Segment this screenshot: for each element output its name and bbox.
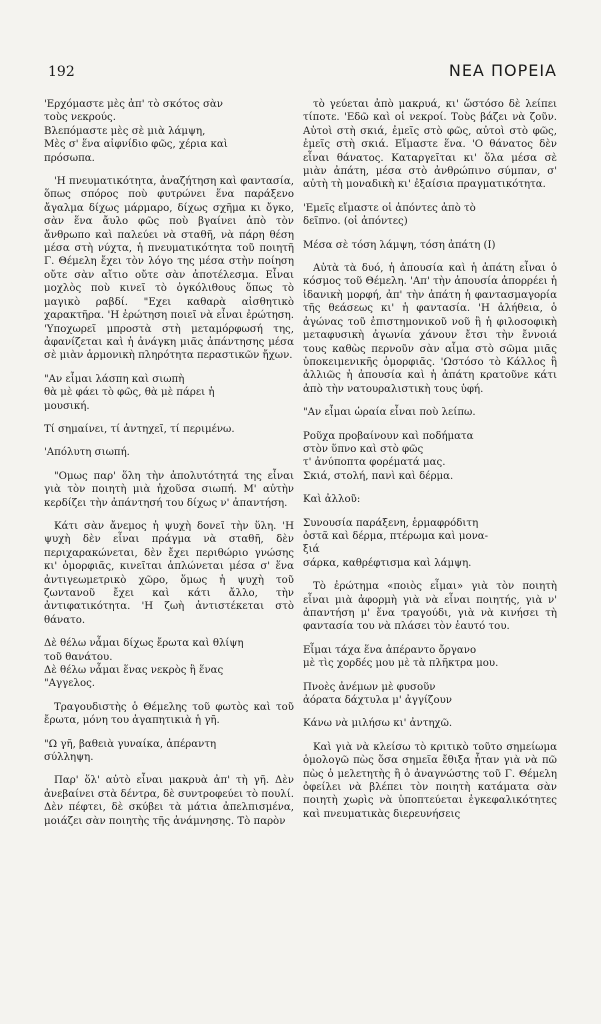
verse-block: Κάνω νὰ μιλήσω κι' ἀντηχῶ. [303, 718, 453, 730]
prose-paragraph: Καὶ γιὰ νὰ κλείσω τὸ κριτικὸ τοῦτο σημείωμα ὁμολογῶ πὼς ὅσα σημεῖα ἔθιξα ἦταν γιὰ νὰ πῶ πὼς ὁ μελετητὴς ἢ ὁ ἀναγνώστης τοῦ Γ. Θέμελη ὀφείλει νὰ βλέπει τὸν ποιητὴ κατάματα σὰν ποιητὴ χωρὶς νὰ ὑποπτεύεται ἐγκεφαλικότητες καὶ πνευματικὰς διερευνήσεις [303, 741, 557, 820]
verse-block: Τί σημαίνει, τί ἀντηχεῖ, τί περιμένω. [44, 423, 235, 435]
verse-block: "Αν εἶμαι λάσπη καὶ σιωπὴ θὰ μὲ φάει τὸ φῶς, θὰ μὲ πάρει ἡ μουσική. [44, 373, 215, 412]
verse-block: Συνουσία παράξενη, ἑρμαφρόδιτη ὀστᾶ καὶ δέρμα, πτέρωμα καὶ μονα- ξιά σάρκα, καθρέφτισμα καὶ λάμψη. [303, 517, 489, 569]
verse-block: Δὲ θέλω νἆμαι δίχως ἔρωτα καὶ θλίψη τοῦ θανάτου. Δὲ θέλω νἆμαι ἕνας νεκρὸς ἢ ἕνας "Αγγελος. [44, 638, 244, 690]
prose-paragraph: Τὸ ἐρώτημα «ποιὸς εἶμαι» γιὰ τὸν ποιητὴ εἶναι μιὰ ἀφορμὴ γιὰ νὰ εἶναι ποιητής, γιὰ ν' ἀπαντήση μ' ἕνα τραγούδι, γιὰ νὰ κινήσει τὴ φαντασία του νὰ πλάσει τὸν ἑαυτό του. [303, 581, 557, 633]
verse-block: 'Ερχόμαστε μὲς ἀπ' τὸ σκότος σὰν τοὺς νεκρούς. Βλεπόμαστε μὲς σὲ μιὰ λάμψη, Μὲς σ' ἕνα αἰφνίδιο φῶς, χέρια καὶ πρόσωπα. [44, 99, 228, 164]
prose-paragraph: 'Η πνευματικότητα, ἀναζήτηση καὶ φαντασία, ὅπως σπόρος ποὺ φυτρώνει ἕνα παράξενο ἄγαλμα δίχως μάρμαρο, δίχως σχῆμα κι ὄγκο, σὰν ἕνα ἄυλο φῶς ποὺ βγαίνει ἀπὸ τὸν ἄνθρωπο καὶ παλεύει νὰ σταθῆ, νὰ πάρη θέση μέσα στὴ νύχτα, ἡ πνευματικότητα τοῦ ποιητῆ Γ. Θέμελη ἔχει τὸν λόγο της μέσα στὴν ποίηση οὔτε σὰν αἴτιο οὔτε σὰν ἀποτέλεσμα. Εἶναι μοχλὸς ποὺ κινεῖ τὸ ὀγκόλιθους ὅπως τὸ μαγικὸ ραβδί. "Εχει καθαρὰ αἰσθητικὸ χαρακτῆρα. 'Η ἐρώτηση ποιεῖ νὰ εἶναι ἐρώτηση. 'Υποχωρεῖ μπροστὰ στὴ μεταμόρφωσή της, ἀφανίζεται καὶ ἡ ἀνάγκη μιᾶς ἀπάντησης μέσα σὲ μιὰν ἁρμονικὴ πληρότητα περαστικῶν ἤχων. [44, 176, 294, 362]
verse-block: Μέσα σὲ τόση λάμψη, τόση ἀπάτη (Ι) [303, 239, 496, 251]
verse-block: 'Απόλυτη σιωπή. [44, 447, 130, 459]
prose-paragraph: Παρ' ὅλ' αὐτὸ εἶναι μακρυὰ ἀπ' τὴ γῆ. Δὲν ἀνεβαίνει στὰ δέντρα, δὲ συντροφεύει τὸ πουλί. Δὲν πέφτει, δὲ σκύβει τὰ μάτια ἀπελπισμένα, μοιάζει σὰν ποιητὴς τῆς ἀνάμνησης. Τὸ παρὸν [44, 775, 294, 827]
verse-block: Εἶμαι τάχα ἕνα ἀπέραντο ὄργανο μὲ τὶς χορδές μου μὲ τὰ πλῆκτρα μου. [303, 644, 499, 670]
verse-block: "Αν εἶμαι ὡραία εἶναι ποὺ λείπω. [303, 407, 476, 419]
verse-block: 'Εμεῖς εἴμαστε οἱ ἀπόντες ἀπὸ τὸ δεῖπνο. (οἱ ἀπόντες) [303, 202, 476, 228]
prose-paragraph: Κάτι σὰν ἄνεμος ἡ ψυχὴ δονεῖ τὴν ὕλη. 'Η ψυχὴ δὲν εἶναι πράγμα νὰ σταθῆ, δὲν περιχαρακώνεται, δὲν ἔχει περιθώριο γνώσης κι' ὁμορφιᾶς, κινεῖται ἁπλώνεται μέσα σ' ἕνα ἀντιγεωμετρικὸ χῶρο, ὅμως ἡ ψυχὴ τοῦ ζωντανοῦ ἔχει καὶ κάτι ἄλλο, τὴν ἀντιφατικότητα. 'Η ζωὴ ἀντιστέκεται στὸ θάνατο. [44, 520, 294, 626]
verse-block: Ροῦχα προβαίνουν καὶ ποδήματα στὸν ὕπνο καὶ στὸ φῶς τ' ἀνύποπτα φορέματά μας. Σκιά, στολή, πανὶ καὶ δέρμα. [303, 430, 474, 482]
prose-paragraph: Τραγουδιστὴς ὁ Θέμελης τοῦ φωτὸς καὶ τοῦ ἔρωτα, μόνη του ἀγαπητικιὰ ἡ γῆ. [44, 701, 294, 727]
verse-block: Καὶ ἀλλοῦ: [303, 494, 361, 506]
page-header [48, 61, 557, 86]
left-column [44, 98, 294, 828]
page-number: 192 [48, 64, 75, 80]
prose-paragraph: "Ομως παρ' ὅλη τὴν ἀπολυτότητά της εἶναι γιὰ τὸν ποιητὴ μιὰ ἠχοῦσα σιωπή. Μ' αὐτὴν κερδίζει τὴν ἀπάντησή του δίχως ν' ἀπαντήση. [44, 470, 294, 509]
verse-block: Πνοὲς ἀνέμων μὲ φυσοῦν ἀόρατα δάχτυλα μ' ἀγγίζουν [303, 681, 452, 707]
right-column [303, 98, 557, 821]
prose-paragraph: τὸ γεύεται ἀπὸ μακρυά, κι' ὥστόσο δὲ λείπει τίποτε. 'Εδῶ καὶ οἱ νεκροί. Τοὺς βάζει νὰ ζοῦν. Αὐτοὶ στὴ σκιά, ἐμεῖς στὸ φῶς, αὐτοὶ στὸ φῶς, ἐμεῖς στὴ σκιά. Εἴμαστε ἕνα. 'Ο θάνατος δὲν εἶναι θάνατος. Καταργεῖται κι' ὅλα μέσα σὲ μιὰν ἀπάτη, μέσα στὸ ἀνθρώπινο σύμπαν, σ' αὐτὴ τὴ μοναδικὴ κι' ἐξαίσια πραγματικότητα. [303, 99, 557, 191]
running-title: ΝΕΑ ΠΟΡΕΙΑ [448, 61, 557, 80]
prose-paragraph: Αὐτὰ τὰ δυό, ἡ ἀπουσία καὶ ἡ ἀπάτη εἶναι ὁ κόσμος τοῦ Θέμελη. 'Απ' τὴν ἀπουσία ἀπορρέει ἡ ἰδανικὴ μορφή, ἀπ' τὴν ἀπάτη ἡ φαντασμαγορία τῆς θεάσεως κι' ἡ φαντασία. 'Η ἀλήθεια, ὁ ἀγώνας τοῦ ἐπιστημονικοῦ νοῦ ἢ ἡ φιλοσοφικὴ μεταφυσικὴ ἀγωνία χάνουν ἔτσι τὴν ἔννοιά τους καθὼς περνοῦν σὰν αἷμα στὸ σῶμα μιᾶς ὑποκειμενικῆς ὁμορφιᾶς. 'Ωστόσο τὸ Κάλλος ἢ ἀλλιῶς ἡ ἀπουσία καὶ ἡ ἀπάτη κρατοῦνε κάτι ἀπὸ τὴν νατουραλιστικὴ τους ὑφή. [303, 263, 557, 395]
verse-block: "Ω γῆ, βαθειὰ γυναίκα, ἀπέραντη σύλληψη. [44, 738, 217, 764]
